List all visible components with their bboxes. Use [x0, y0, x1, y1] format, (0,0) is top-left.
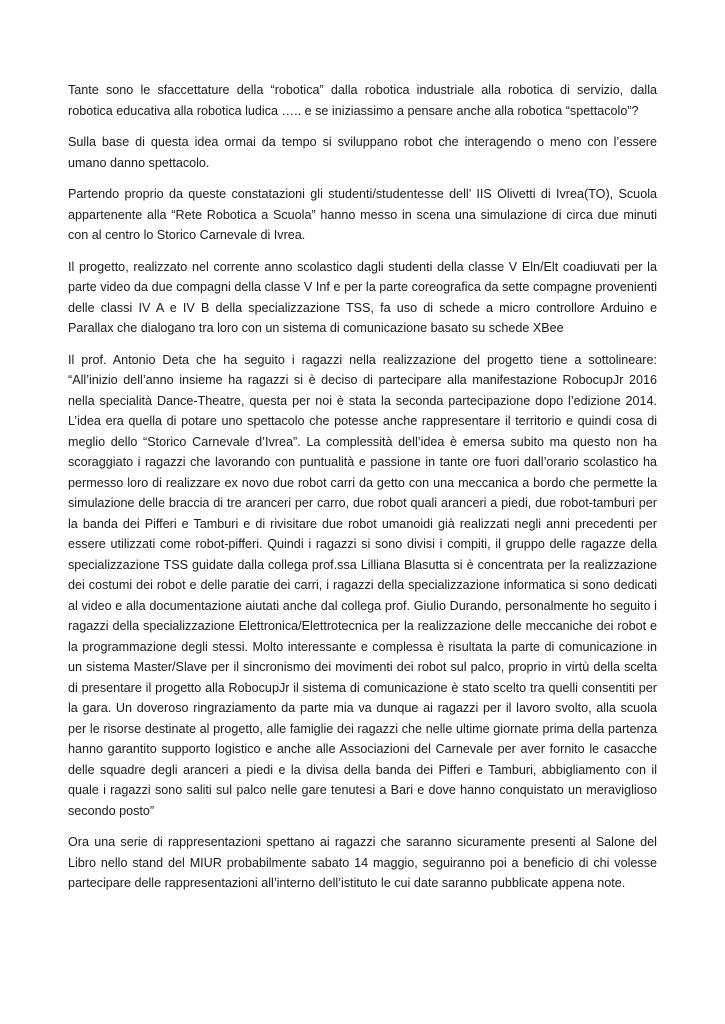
- paragraph-robot-spettacolo: Sulla base di questa idea ormai da tempo si sviluppano robot che interagendo o meno con l’essere umano danno spettacolo.: [68, 135, 657, 170]
- paragraph-rappresentazioni: Ora una serie di rappresentazioni spettano ai ragazzi che saranno sicuramente presenti al Salone del Libro nello stand del MIUR probabilmente sabato 14 maggio, seguiranno poi a beneficio di chi volesse partecipare delle rappresentazioni all’interno dell’istituto le cui date saranno pubblicate appena note.: [68, 835, 657, 890]
- paragraph-intro: Tante sono le sfaccettature della “robotica” dalla robotica industriale alla robotica di servizio, dalla robotica educativa alla robotica ludica ….. e se iniziassimo a pensare anche alla robotica “spettacolo”?: [68, 83, 657, 118]
- paragraph-quote-prof-deta: Il prof. Antonio Deta che ha seguito i ragazzi nella realizzazione del progetto tiene a sottolineare: “All’inizio dell’anno insieme ha ragazzi si è deciso di partecipare alla manifestazione RobocupJr 2016 nella specialità Dance-Theatre, questa per noi è stata la seconda partecipazione dopo l’edizione 2014. L’idea era quella di potare uno spettacolo che potesse anche rappresentare il territorio e quindi cosa di meglio dello “Storico Carnevale d’Ivrea”. La complessità dell’idea è emersa subito ma questo non ha scoraggiato i ragazzi che lavorando con puntualità e passione in tante ore fuori dall’orario scolastico ha permesso loro di realizzare ex novo due robot carri da getto con una meccanica a bordo che permette la simulazione delle braccia di tre aranceri per carro, due robot quali aranceri a piedi, due robot-tamburi per la banda dei Pifferi e Tamburi e di rivisitare due robot umanoidi già realizzati negli anni precedenti per essere utilizzati come robot-pifferi. Quindi i ragazzi si sono divisi i compiti, il gruppo delle ragazze della specializzazione TSS guidate dalla collega prof.ssa Lilliana Blasutta si è concentrata per la realizzazione dei costumi dei robot e delle paratie dei carri, i ragazzi della specializzazione informatica si sono dedicati al video e alla documentazione aiutati anche dal collega prof. Giulio Durando, personalmente ho seguito i ragazzi della specializzazione Elettronica/Elettrotecnica per la realizzazione delle meccaniche dei robot e la programmazione degli stessi. Molto interessante e complessa è risultata la parte di comunicazione in un sistema Master/Slave per il sincronismo dei movimenti dei robot sul palco, proprio in virtù della scelta di presentare il progetto alla RobocupJr il sistema di comunicazione è stato scelto tra quelli consentiti per la gara. Un doveroso ringraziamento da parte mia va dunque ai ragazzi per il lavoro svolto, alla scuola per le risorse destinate al progetto, alle famiglie dei ragazzi che nelle ultime giornate prima della partenza hanno garantito supporto logistico e anche alle Associazioni del Carnevale per aver fornito le casacche delle squadre degli aranceri a piedi e la divisa della banda dei Pifferi e Tamburi, abbigliamento con il quale i ragazzi sono saliti sul palco nelle gare tenutesi a Bari e dove hanno conquistato un meraviglioso secondo posto”: [68, 352, 657, 818]
- paragraph-progetto: Il progetto, realizzato nel corrente anno scolastico dagli studenti della classe V Eln/Elt coadiuvati per la parte video da due compagni della classe V Inf e per la parte coreografica da sette compagne provenienti delle classi IV A e IV B della specializzazione TSS, fa uso di schede a micro controllore Arduino e Parallax che dialogano tra loro con un sistema di comunicazione basato su schede XBee: [68, 259, 657, 335]
- document-page: [68, 80, 657, 905]
- paragraph-iis-olivetti: Partendo proprio da queste constatazioni gli studenti/studentesse dell’ IIS Olivetti di Ivrea(TO), Scuola appartenente alla “Rete Robotica a Scuola” hanno messo in scena una simulazione di circa due minuti con al centro lo Storico Carnevale di Ivrea.: [68, 187, 657, 242]
